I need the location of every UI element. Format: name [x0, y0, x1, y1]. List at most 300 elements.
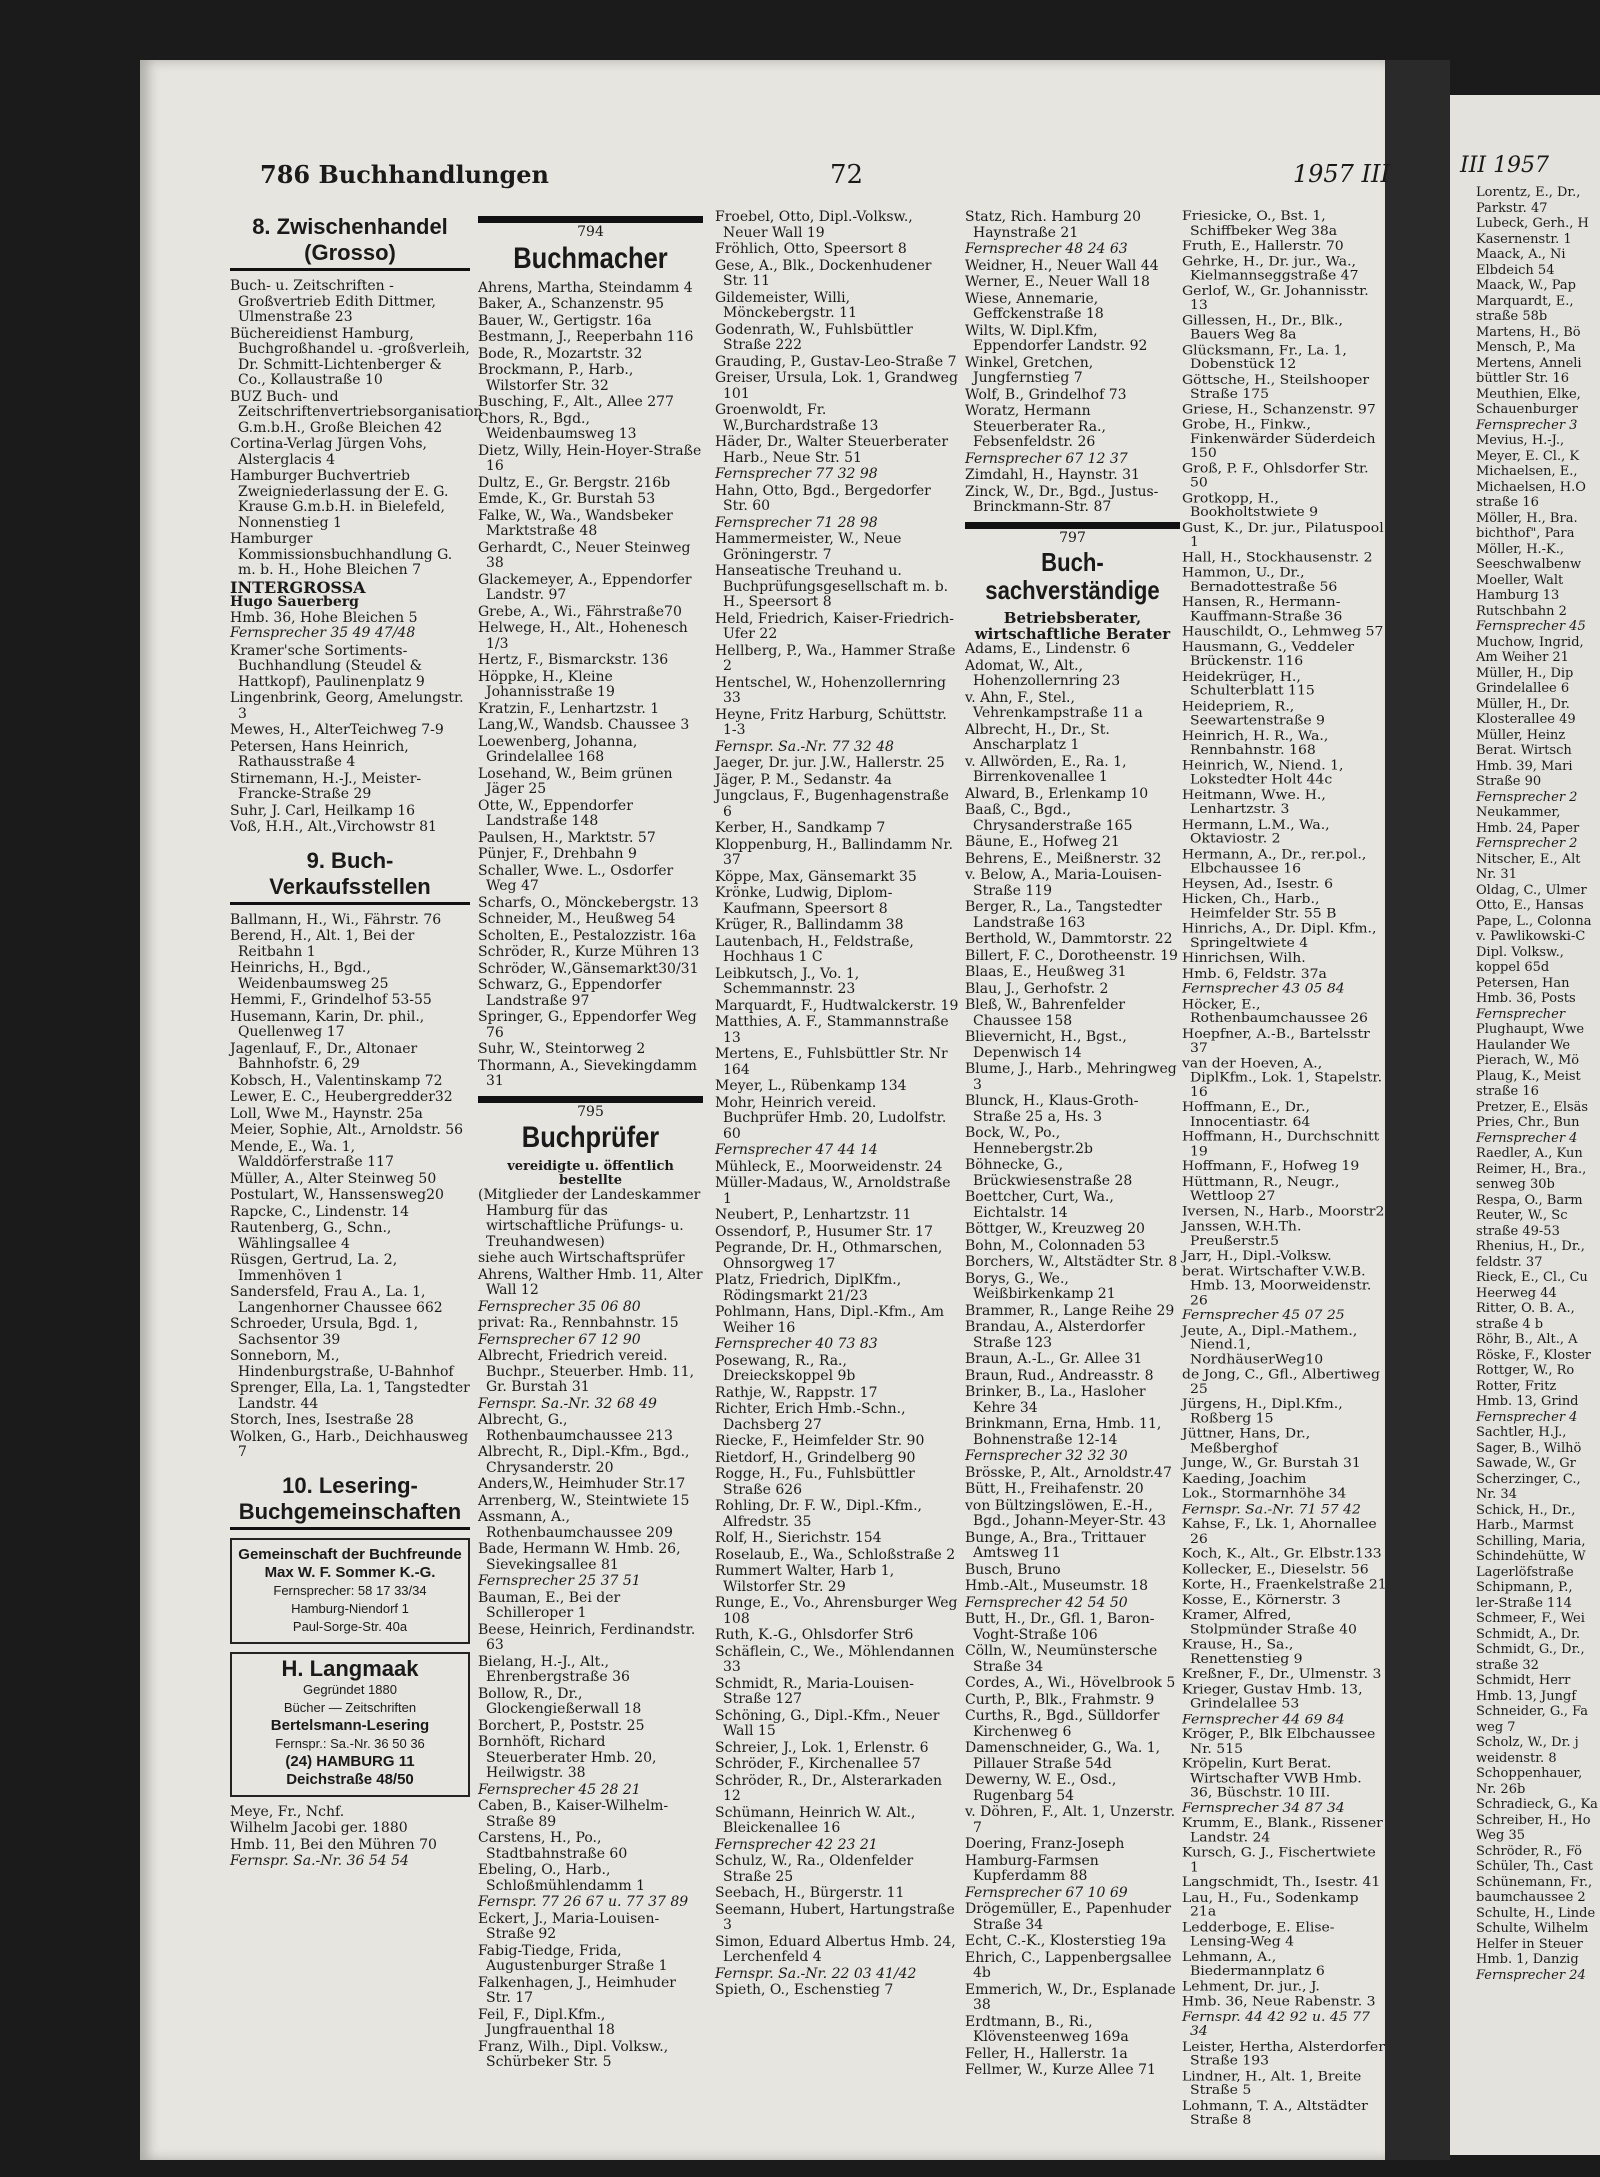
list-item: Baker, A., Schanzenstr. 95 [478, 296, 665, 312]
list-item: Moeller, Walt [1476, 572, 1564, 588]
divider-bar [478, 1096, 703, 1103]
buchpruefer-list-cont [715, 210, 960, 1999]
ad2-city: (24) HAMBURG 11 [285, 1752, 415, 1770]
list-item: Fernspr. Sa.-Nr. 71 57 42 [1182, 1501, 1361, 1517]
list-item: Adomat, W., Alt., Hohenzollernring 23 [965, 657, 1121, 689]
list-item: Assmann, A., Rothenbaumchaussee 209 [478, 1509, 673, 1541]
list-item: Greiser, Ursula, Lok. 1, Grandweg 101 [715, 370, 958, 402]
list-item: Heinrichs, H., Bgd., Weidenbaumsweg 25 [230, 960, 389, 992]
buchmacher-list [478, 281, 703, 1090]
list-item: Spieth, O., Eschenstieg 7 [715, 1982, 894, 1998]
list-item: Glackemeyer, A., Eppendorfer Landstr. 97 [478, 571, 692, 603]
list-item: Fernsprecher 25 37 51 [478, 1573, 641, 1589]
list-item: Albrecht, R., Dipl.-Kfm., Bgd., Chrysanderstr. 20 [478, 1444, 690, 1476]
list-item: Hermann, L.M., Wa., Oktaviostr. 2 [1182, 817, 1330, 847]
list-item: Alward, B., Erlenkamp 10 [965, 785, 1149, 802]
list-item: Rathje, W., Rappstr. 17 [715, 1384, 878, 1401]
list-item: Grebe, A., Wi., Fährstraße70 [478, 603, 682, 620]
list-item: Ahrens, Martha, Steindamm 4 [478, 279, 693, 296]
list-item: Fernsprecher 44 69 84 [1182, 1711, 1345, 1727]
list-item: straße 58b [1476, 309, 1548, 324]
list-item: Cordes, A., Wi., Hövelbrook 5 [965, 1675, 1176, 1691]
list-item: Mertens, E., Fuhlsbüttler Str. Nr 164 [715, 1046, 948, 1078]
list-item: Fernsprecher 45 [1476, 619, 1586, 634]
list-item: Bade, Hermann W. Hmb. 26, Sievekingsallee 81 [478, 1541, 681, 1573]
list-item: feldstr. 37 [1476, 1254, 1543, 1270]
list-item: Statz, Rich. Hamburg 20 Haynstraße 21 [965, 209, 1141, 241]
list-item: Krumm, E., Blank., Rissener Landstr. 24 [1182, 1815, 1383, 1845]
list-item: Fernsprecher 42 54 50 [965, 1594, 1128, 1611]
ad2-line2: Bertelsmann-Lesering [270, 1716, 430, 1734]
list-item: Postulart, W., Hanssensweg20 [230, 1187, 444, 1203]
list-item: Hmb. 11, Bei den Mühren 70 [230, 1836, 437, 1853]
list-item: Maack, A., Ni [1476, 247, 1566, 262]
list-item: Springer, G., Eppendorfer Weg 76 [478, 1009, 697, 1041]
column-1 [230, 210, 483, 1871]
header-left: 786 Buchhandlungen [260, 160, 549, 189]
list-item: Berat. Wirtsch [1476, 743, 1572, 758]
list-item: Rüsgen, Gertrud, La. 2, Immenhöven 1 [230, 1252, 398, 1284]
list-item: Fernsprecher 32 32 30 [965, 1448, 1128, 1464]
list-item: Möller, H.-K., [1476, 541, 1565, 557]
list-item: Billert, F. C., Dorotheenstr. 19 [965, 947, 1178, 964]
list-item: Bleß, W., Bahrenfelder Chaussee 158 [965, 997, 1126, 1029]
list-item: Braun, A.-L., Gr. Allee 31 [965, 1351, 1143, 1367]
list-item: Bauman, E., Bei der Schilleroper 1 [478, 1589, 621, 1621]
category-794-number: 794 [577, 224, 604, 240]
list-item: Krönke, Ludwig, Diplom-Kaufmann, Speersort 8 [715, 885, 893, 917]
list-item: Lubeck, Gerh., H [1476, 216, 1589, 231]
list-item: Hermann, A., Dr., rer.pol., Elbchaussee 16 [1182, 846, 1367, 876]
list-item: Seemann, Hubert, Hartungstraße 3 [715, 1901, 955, 1933]
list-item: Lehmann, A., Biedermannplatz 6 [1182, 1949, 1325, 1979]
list-item: Zinck, W., Dr., Bgd., Justus-Brinckmann-Str. 87 [965, 483, 1159, 515]
list-item: BUZ Buch- und Zeitschriftenvertriebsorganisation G.m.b.H., Große Bleichen 42 [230, 388, 483, 436]
list-item: Hmb. 13, Grind [1476, 1394, 1579, 1409]
section-8-list [230, 278, 483, 579]
list-item: Arrenberg, W., Steintwiete 15 [478, 1492, 690, 1509]
list-item: Fernspr. Sa.-Nr. 36 54 54 [230, 1853, 409, 1869]
list-item: v. Below, A., Maria-Louisen-Straße 119 [965, 867, 1162, 899]
list-item: Storch, Ines, Isestraße 28 [230, 1412, 414, 1428]
list-item: Loll, Wwe M., Haynstr. 25a [230, 1105, 423, 1122]
category-797-title: Buch-sachverständige [985, 547, 1160, 605]
list-item: Nr. 34 [1476, 1487, 1517, 1502]
list-item: Korte, H., Fraenkelstraße 21 [1182, 1577, 1387, 1592]
list-item: Wolken, G., Harb., Deichhausweg 7 [230, 1428, 469, 1460]
list-item: Gerlof, W., Gr. Johannisstr. 13 [1182, 283, 1369, 313]
list-item: Wiese, Annemarie, Geffckenstraße 18 [965, 290, 1104, 322]
ad1-street: Paul-Sorge-Str. 40a [292, 1618, 408, 1634]
book-gutter [1385, 60, 1450, 2160]
list-item: berat. Wirtschafter V.W.B. Hmb. 13, Moorweidenstr. 26 [1182, 1264, 1372, 1308]
list-item: Lohmann, T. A., Altstädter Straße 8 [1182, 2098, 1368, 2128]
list-item: Suhr, J. Carl, Heilkamp 16 [230, 802, 416, 819]
list-item: Rietdorf, H., Grindelberg 90 [715, 1449, 916, 1466]
list-item: Büchereidienst Hamburg, Buchgroßhandel u. -großverleih, Dr. Schmitt-Lichtenberger & Co., Kollaustraße 10 [230, 325, 470, 388]
list-item: Scholten, E., Pestalozzistr. 16a [478, 927, 697, 944]
list-item: Brockmann, P., Harb., Wilstorfer Str. 32 [478, 362, 634, 394]
list-item: Plaug, K., Meist [1476, 1068, 1581, 1084]
list-item: Mevius, H.-J., [1476, 433, 1565, 448]
list-item: Meyer, L., Rübenkamp 134 [715, 1078, 907, 1094]
list-item: Hmb. 6, Feldstr. 37a [1182, 966, 1327, 981]
list-item: Hoffmann, F., Hofweg 19 [1182, 1159, 1360, 1174]
list-item: Behrens, E., Meißnerstr. 32 [965, 850, 1162, 867]
list-item: Kosse, E., Körnerstr. 3 [1182, 1592, 1341, 1608]
list-item: Sager, B., Wilhö [1476, 1440, 1582, 1456]
list-item: Echt, C.-K., Klosterstieg 19a [965, 1933, 1167, 1949]
list-item: Wolf, B., Grindelhof 73 [965, 386, 1127, 403]
list-item: straße 49-53 [1476, 1223, 1560, 1239]
list-item: Sawade, W., Gr [1476, 1456, 1576, 1471]
sachverstaendige-list-cont [1182, 210, 1387, 2128]
list-item: Marquardt, E., [1476, 293, 1574, 309]
ad2-street: Deichstraße 48/50 [286, 1770, 414, 1788]
page-number: 72 [830, 160, 864, 190]
list-item: Reimer, H., Bra., [1476, 1161, 1587, 1177]
list-item: Hoffmann, E., Dr., Innocentiastr. 64 [1182, 1099, 1311, 1129]
list-item: Schradieck, G., Ka [1476, 1797, 1598, 1812]
list-item: Parkstr. 47 [1476, 200, 1548, 216]
list-item: Kreßner, F., Dr., Ulmenstr. 3 [1182, 1666, 1382, 1682]
list-item: Brinkmann, Erna, Hmb. 11, Bohnenstraße 12-14 [965, 1416, 1162, 1448]
header-right: 1957 III [1292, 160, 1390, 188]
list-item: Anders,W., Heimhuder Str.17 [478, 1476, 686, 1492]
list-item: Fabig-Tiedge, Frida, Augustenburger Straße 1 [478, 1942, 668, 1974]
list-item: Matthies, A. F., Stammannstraße 13 [715, 1014, 949, 1046]
list-item: Schulz, W., Ra., Oldenfelder Straße 25 [715, 1853, 914, 1885]
list-item: Stirnemann, H.-J., Meister-Francke-Straße 29 [230, 770, 422, 802]
list-item: Jaeger, Dr. jur. J.W., Hallerstr. 25 [715, 755, 945, 771]
list-item: Lindner, H., Alt. 1, Breite Straße 5 [1182, 2068, 1362, 2098]
list-item: Kobsch, H., Valentinskamp 72 [230, 1072, 443, 1089]
list-item: Hmb. 39, Mari [1476, 758, 1573, 774]
list-item: Fernsprecher 34 87 34 [1182, 1800, 1345, 1816]
list-item: Martens, H., Bö [1476, 324, 1581, 340]
list-item: Gese, A., Blk., Dockenhudener Str. 11 [715, 257, 932, 289]
list-item: straße 16 [1476, 495, 1539, 510]
list-item: Fernsprecher [1476, 1006, 1566, 1022]
list-item: Wilts, W. Dipl.Kfm, Eppendorfer Landstr. 92 [965, 322, 1148, 354]
list-item: Jürgens, H., Dipl.Kfm., Roßberg 15 [1182, 1396, 1343, 1426]
list-item: Lehment, Dr. jur., J. [1182, 1979, 1320, 1994]
list-item: Kröpelin, Kurt Berat. Wirtschafter VWB Hmb. 36, Büschstr. 10 III. [1182, 1756, 1362, 1801]
list-item: Rogge, H., Fu., Fuhlsbüttler Straße 626 [715, 1466, 915, 1498]
list-item: Jungclaus, F., Bugenhagenstraße 6 [715, 788, 949, 820]
list-item: Scholz, W., Dr. j [1476, 1735, 1579, 1750]
sachverstaendige-list [965, 642, 1180, 2079]
list-item: weg 7 [1476, 1719, 1516, 1735]
list-item: Rieck, E., Cl., Cu [1476, 1270, 1588, 1285]
list-item: Bollow, R., Dr., Glockengießerwall 18 [478, 1685, 642, 1717]
list-item: Hmb. 13, Jungf [1476, 1688, 1577, 1704]
list-item: Schümann, Heinrich W. Alt., Bleickenallee 16 [715, 1804, 916, 1836]
list-item: Erdtmann, B., Ri., Klövensteenweg 169a [965, 2013, 1129, 2045]
ad1-city: Hamburg-Niendorf 1 [291, 1600, 409, 1616]
ad-langmaak [230, 1652, 470, 1797]
list-item: Schoppenhauer, [1476, 1766, 1583, 1781]
list-item: Blunck, H., Klaus-Groth-Straße 25 a, Hs. 3 [965, 1093, 1139, 1125]
list-item: Schmidt, G., Dr., [1476, 1642, 1585, 1657]
list-item: Junge, W., Gr. Burstah 31 [1182, 1455, 1361, 1471]
list-item: Mende, E., Wa. 1, Walddörferstraße 117 [230, 1138, 394, 1170]
list-item: Schmidt, Herr [1476, 1673, 1571, 1688]
list-item: Blume, J., Harb., Mehringweg 3 [965, 1061, 1177, 1093]
list-item: Beese, Heinrich, Ferdinandstr. 63 [478, 1621, 696, 1653]
list-item: Husemann, Karin, Dr. phil., Quellenweg 17 [230, 1008, 425, 1040]
intergrossa-address: Hmb. 36, Hohe Bleichen 5 [230, 609, 418, 626]
list-item: Schneider, G., Fa [1476, 1704, 1589, 1719]
list-item: Zimdahl, H., Haynstr. 31 [965, 467, 1140, 483]
list-item: Gildemeister, Willi, Mönckebergstr. 11 [715, 289, 857, 321]
list-item: Kramer'sche Sortiments-Buchhandlung (Steudel & Hattkopf), Paulinenplatz 9 [230, 642, 425, 690]
list-item: Berend, H., Alt. 1, Bei der Reitbahn 1 [230, 928, 415, 960]
list-item: Hicken, Ch., Harb., Heimfelder Str. 55 B [1182, 891, 1337, 921]
list-item: Häder, Dr., Walter Steuerberater Harb., Neue Str. 51 [715, 434, 949, 466]
list-item: Schröder, R., Fö [1476, 1843, 1582, 1859]
list-item: Hemmi, F., Grindelhof 53-55 [230, 992, 432, 1008]
list-item: Ossendorf, P., Husumer Str. 17 [715, 1223, 933, 1240]
divider-bar [478, 216, 703, 223]
list-item: Froebel, Otto, Dipl.-Volksw., Neuer Wall 19 [715, 209, 913, 241]
section-8-list-2 [230, 644, 470, 836]
list-item: koppel 65d [1476, 960, 1550, 975]
list-item: von Bültzingslöwen, E.-H., Bgd., Johann-Meyer-Str. 43 [965, 1497, 1167, 1529]
list-item: Lautenbach, H., Feldstraße, Hochhaus 1 C [715, 933, 914, 965]
list-item: Franz, Wilh., Dipl. Volksw., Schürbeker Str. 5 [478, 2038, 669, 2070]
list-item: Falkenhagen, J., Heimhuder Str. 17 [478, 1974, 676, 2006]
list-item: Fernsprecher 4 [1476, 1409, 1578, 1425]
list-item: Weidner, H., Neuer Wall 44 [965, 257, 1159, 274]
list-item: Hammermeister, W., Neue Gröningerstr. 7 [715, 531, 902, 563]
list-item: Kramer, Alfred, Stolpmünder Straße 40 [1182, 1607, 1357, 1637]
list-item: Höppke, H., Kleine Johannisstraße 19 [478, 668, 615, 700]
list-item: Fruth, E., Hallerstr. 70 [1182, 238, 1344, 254]
list-item: Platz, Friedrich, DiplKfm., Rödingsmarkt 21/23 [715, 1272, 902, 1304]
list-item: Mensch, P., Ma [1476, 340, 1576, 355]
list-item: Straße 90 [1476, 774, 1542, 789]
meye-entry [230, 1805, 470, 1870]
list-item: Hamburg-Farmsen Kupferdamm 88 [965, 1852, 1099, 1884]
section-9-list [230, 913, 470, 1461]
list-item: Schröder, R., Kurze Mühren 13 [478, 944, 700, 960]
list-item: Kröger, P., Blk Elbchaussee Nr. 515 [1182, 1727, 1376, 1757]
list-item: Werner, E., Neuer Wall 18 [965, 274, 1150, 290]
list-item: Bohn, M., Colonnaden 53 [965, 1237, 1146, 1254]
list-item: Otte, W., Eppendorfer Landstraße 148 [478, 797, 633, 829]
list-item: Bock, W., Po., Hennebergstr.2b [965, 1125, 1093, 1157]
list-item: Fernsprecher 2 [1476, 789, 1578, 805]
list-item: Hinrichsen, Wilh. [1182, 950, 1306, 966]
list-item: Am Weiher 21 [1476, 650, 1569, 665]
list-item: Kaeding, Joachim [1182, 1471, 1307, 1487]
list-item: Scharfs, O., Mönckebergstr. 13 [478, 894, 699, 911]
list-item: Bielang, H.-J., Alt., Ehrenbergstraße 36 [478, 1653, 630, 1685]
list-item: Fernsprecher 45 28 21 [478, 1781, 641, 1798]
list-item: Grotkopp, H., Bookholtstwiete 9 [1182, 490, 1319, 520]
list-item: Schroeder, Ursula, Bgd. 1, Sachsentor 39 [230, 1316, 419, 1348]
list-item: Schünemann, Fr., [1476, 1874, 1593, 1890]
list-item: Woratz, Hermann Steuerberater Ra., Febsenfeldstr. 26 [965, 403, 1106, 450]
list-item: Drögemüller, E., Papenhuder Straße 34 [965, 1901, 1172, 1933]
list-item: Michaelsen, E., [1476, 464, 1578, 479]
list-item: privat: Ra., Rennbahnstr. 15 [478, 1315, 679, 1331]
list-item: Runge, E., Vo., Ahrensburger Weg 108 [715, 1595, 958, 1627]
list-item: Möller, H., Bra. [1476, 510, 1578, 526]
list-item: Boettcher, Curt, Wa., Eichtalstr. 14 [965, 1189, 1114, 1221]
list-item: Schick, H., Dr., [1476, 1502, 1576, 1518]
section-8-heading: 8. Zwischenhandel (Grosso) [230, 214, 470, 271]
list-item: Buch- u. Zeitschriften - Großvertrieb Edith Dittmer, Ulmenstraße 23 [230, 278, 436, 325]
list-item: Weg 35 [1476, 1828, 1525, 1843]
list-item: Röhr, B., Alt., A [1476, 1332, 1578, 1347]
list-item: Richter, Erich Hmb.-Schn., Dachsberg 27 [715, 1401, 906, 1433]
list-item: Cortina-Verlag Jürgen Vohs, Alsterglacis 4 [230, 436, 427, 468]
list-item: senweg 30b [1476, 1177, 1555, 1192]
list-item: Sonneborn, M., Hindenburgstraße, U-Bahnhof [230, 1348, 454, 1380]
list-item: Butt, H., Dr., Gfl. 1, Baron-Voght-Straße 106 [965, 1611, 1155, 1643]
list-item: Dipl. Volksw., [1476, 944, 1564, 960]
list-item: Ehrich, C., Lappenbergsallee 4b [965, 1949, 1172, 1981]
list-item: Doering, Franz-Joseph [965, 1836, 1125, 1852]
list-item: Pretzer, E., Elsäs [1476, 1099, 1589, 1115]
list-item: Schüler, Th., Cast [1476, 1859, 1593, 1874]
list-item: Curths, R., Bgd., Sülldorfer Kirchenweg 6 [965, 1708, 1160, 1740]
list-item: Griese, H., Schanzenstr. 97 [1182, 401, 1376, 417]
column-4 [965, 210, 1180, 2080]
list-item: Bunge, A., Bra., Trittauer Amtsweg 11 [965, 1529, 1146, 1561]
list-item: Friesicke, O., Bst. 1, Schiffbeker Weg 38a [1182, 209, 1338, 239]
buchpruefer-list [478, 1188, 703, 2071]
list-item: Gillessen, H., Dr., Blk., Bauers Weg 8a [1182, 313, 1343, 343]
list-item: Busch, Bruno [965, 1561, 1061, 1578]
list-item: Hall, H., Stockhausenstr. 2 [1182, 549, 1373, 565]
ad2-phone: Fernspr.: Sa.-Nr. 36 50 36 [275, 1735, 425, 1751]
list-item: Meyer, E. Cl., K [1476, 448, 1580, 464]
list-item: Schulte, Wilhelm [1476, 1921, 1589, 1936]
list-item: Fernsprecher 71 28 98 [715, 514, 878, 531]
list-item: Petersen, Han [1476, 975, 1570, 991]
list-item: Nr. 26b [1476, 1781, 1526, 1797]
list-item: Hammon, U., Dr., Bernadottestraße 56 [1182, 565, 1338, 595]
list-item: Schwarz, G., Eppendorfer Landstraße 97 [478, 977, 662, 1009]
list-item: Mohr, Heinrich vereid. Buchprüfer Hmb. 20, Ludolfstr. 60 [715, 1094, 947, 1142]
list-item: Kerber, H., Sandkamp 7 [715, 820, 886, 836]
category-797-subtitle: Betriebsberater, wirtschaftliche Berater [974, 609, 1171, 643]
list-item: Grindelallee 6 [1476, 681, 1570, 696]
list-item: Gerhardt, C., Neuer Steinweg 38 [478, 539, 691, 571]
list-item: Kahse, F., Lk. 1, Ahornallee 26 [1182, 1517, 1377, 1547]
list-item: Hmb. 36, Posts [1476, 991, 1576, 1006]
list-item: Krieger, Gustav Hmb. 13, Grindelallee 53 [1182, 1682, 1363, 1712]
list-item: Scherzinger, C., [1476, 1471, 1581, 1487]
list-item: Damenschneider, G., Wa. 1, Pillauer Straße 54d [965, 1740, 1161, 1772]
list-item: Müller, A., Alter Steinweg 50 [230, 1170, 437, 1187]
list-item: Pegrande, Dr. H., Othmarschen, Ohnsorgweg 17 [715, 1240, 943, 1272]
list-item: Fernsprecher 35 06 80 [478, 1298, 641, 1315]
list-item: Schreier, J., Lok. 1, Erlenstr. 6 [715, 1739, 929, 1756]
category-797-number: 797 [1059, 529, 1086, 546]
list-item: Schröder, F., Kirchenallee 57 [715, 1756, 921, 1772]
list-item: Eckert, J., Maria-Louisen-Straße 92 [478, 1910, 660, 1942]
list-item: Ahrens, Walther Hmb. 11, Alter Wall 12 [478, 1266, 703, 1298]
list-item: Fernsprecher 24 [1476, 1967, 1586, 1983]
column-5 [1182, 210, 1387, 2129]
list-item: bichthof", Para [1476, 526, 1575, 541]
list-item: Heerweg 44 [1476, 1285, 1557, 1301]
list-item: van der Hoeven, A., DiplKfm., Lok. 1, Stapelstr. 16 [1182, 1055, 1383, 1100]
list-item: Ballmann, H., Wi., Fährstr. 76 [230, 911, 442, 928]
list-item: Lingenbrink, Georg, Amelungstr. 3 [230, 690, 464, 722]
intergrossa-name: Hugo Sauerberg [230, 594, 359, 610]
list-item: Hmb. 36, Neue Rabenstr. 3 [1182, 1994, 1376, 2010]
list-item: Fellmer, W., Kurze Allee 71 [965, 2062, 1156, 2078]
list-item: Sandersfeld, Frau A., La. 1, Langenhorner Chaussee 662 [230, 1284, 443, 1316]
list-item: Rottger, W., Ro [1476, 1363, 1575, 1378]
list-item: Höcker, E., Rothenbaumchaussee 26 [1182, 996, 1368, 1026]
list-item: Raedler, A., Kun [1476, 1146, 1583, 1161]
list-item: Feller, H., Hallerstr. 1a [965, 2045, 1128, 2062]
page2-header: III 1957 [1460, 153, 1550, 178]
ad2-founded: Gegründet 1880 [303, 1681, 397, 1697]
list-item: Reuter, W., Sc [1476, 1208, 1568, 1223]
list-item: Heitmann, Wwe. H., Lenhartzstr. 3 [1182, 787, 1326, 817]
list-item: Schaller, Wwe. L., Osdorfer Weg 47 [478, 862, 674, 894]
list-item: Mühleck, E., Moorweidenstr. 24 [715, 1158, 943, 1175]
list-item: Heinrich, W., Niend. 1, Lokstedter Holt 44c [1182, 758, 1344, 788]
list-item: Bode, R., Mozartstr. 32 [478, 345, 643, 362]
list-item: Rautenberg, G., Schn., Wählingsallee 4 [230, 1220, 392, 1252]
list-item: Blaas, E., Heußweg 31 [965, 964, 1127, 980]
list-item: baumchaussee 2 [1476, 1890, 1586, 1905]
ad-gemeinschaft-buchfreunde [230, 1538, 470, 1644]
list-item: Neukammer, [1476, 805, 1561, 820]
section-10-heading: 10. Lesering-Buchgemeinschaften [230, 1473, 470, 1530]
list-item: de Jong, C., Gfl., Albertiweg 25 [1182, 1367, 1380, 1397]
list-item: Müller, Heinz [1476, 727, 1566, 743]
list-item: Wilhelm Jacobi ger. 1880 [230, 1820, 408, 1836]
list-item: Schneider, M., Heußweg 54 [478, 911, 676, 927]
list-item: Borys, G., We., Weißbirkenkamp 21 [965, 1270, 1116, 1302]
list-item: Plughaupt, Wwe [1476, 1022, 1585, 1037]
list-item: Bestmann, J., Reeperbahn 116 [478, 329, 694, 345]
list-item: Fernsprecher 42 23 21 [715, 1836, 878, 1853]
list-item: Kollecker, E., Dieselstr. 56 [1182, 1561, 1369, 1577]
list-item: Fernsprecher 4 [1476, 1130, 1578, 1146]
column-3 [715, 210, 960, 2000]
list-item: Ledderboge, E. Elise-Lensing-Weg 4 [1182, 1919, 1335, 1949]
divider-bar [965, 522, 1180, 529]
list-item: Seeschwalbenw [1476, 557, 1582, 572]
list-item: Fernspr. Sa.-Nr. 32 68 49 [478, 1395, 657, 1412]
list-item: Neubert, P., Lenhartzstr. 11 [715, 1207, 912, 1223]
list-item: Emde, K., Gr. Burstah 53 [478, 491, 656, 507]
list-item: Hüttmann, R., Neugr., Wettloop 27 [1182, 1174, 1340, 1204]
list-item: Langschmidt, Th., Isestr. 41 [1182, 1875, 1381, 1890]
list-item: Helfer in Steuer [1476, 1936, 1583, 1952]
list-item: Krause, H., Sa., Renettenstieg 9 [1182, 1637, 1303, 1667]
list-item: Braun, Rud., Andreasstr. 8 [965, 1367, 1154, 1384]
list-item: Rutschbahn 2 [1476, 603, 1567, 619]
list-item: Müller-Madaus, W., Arnoldstraße 1 [715, 1175, 951, 1207]
list-item: Gehrke, H., Dr. jur., Wa., Kielmannseggstraße 47 [1182, 253, 1359, 284]
list-item: Ebeling, O., Harb., Schloßmühlendamm 1 [478, 1862, 646, 1894]
list-item: Winkel, Gretchen, Jungfernstieg 7 [965, 354, 1094, 386]
list-item: Carstens, H., Po., Stadtbahnstraße 60 [478, 1830, 628, 1862]
list-item: Kratzin, F., Lenhartzstr. 1 [478, 700, 660, 717]
list-item: Rolf, H., Sierichstr. 154 [715, 1530, 882, 1546]
